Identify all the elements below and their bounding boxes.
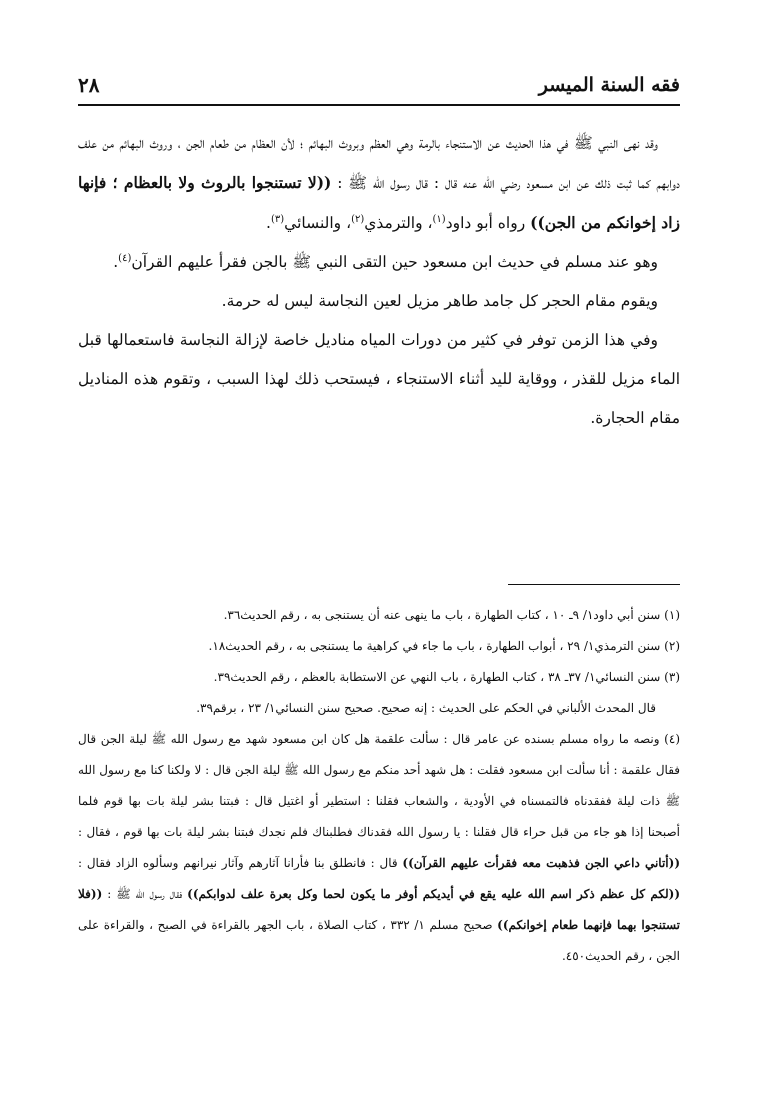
footnotes (78, 600, 680, 972)
hadith-quote: ((لا تستنجوا بالروث ولا بالعظام ؛ فإنها زاد إخوانكم من الجن)) (78, 173, 680, 232)
book-title: فقه السنة الميسر (538, 74, 680, 96)
footnote-3: (٣) سنن النسائي١/ ٣٧ـ ٣٨ ، كتاب الطهارة ، باب النهي عن الاستطابة بالعظم ، رقم الحديث٣٩. (213, 670, 680, 684)
footnote-ref: (١) (432, 213, 446, 225)
paragraph-text: وقد نهى النبي ﷺ في هذا الحديث عن الاستنجاء بالرمة وهي العظم وبروث البهائم ؛ لأن العظام من طعام الجن ، وروث البهائم من علف دوابهم كما ثبت ذلك عن ابن مسعود رضي الله عنه قال : قال رسول الله ﷺ : (78, 134, 680, 192)
footnote-text: (٤) ونصه ما رواه مسلم بسنده عن عامر قال : سألت علقمة هل كان ابن مسعود شهد مع رسول الله ﷺ ليلة الجن قال فقال علقمة : أنا سألت ابن مسعود فقلت : هل شهد أحد منكم مع رسول الله ﷺ ليلة الجن قال : لا ولكنا كنا مع رسول الله ﷺ ذات ليلة ففقدناه فالتمسناه في الأودية ، والشعاب فقلنا : استطير أو اغتيل قال : فبتنا بشر ليلة بات بها قوم فلما أصبحنا إذا هو جاء من قبل حراء قال فقلنا : يا رسول الله فقدناك فطلبناك فلم نجدك فبتنا بشر ليلة بات بها قوم ، فقال : (78, 732, 680, 839)
footnote-separator (508, 584, 680, 585)
paragraph-tissues: وفي هذا الزمن توفر في كثير من دورات المياه مناديل خاصة لإزالة النجاسة فاستعمالها قبل الماء مزيل للقذر ، ووقاية لليد أثناء الاستنجاء ، فيستحب ذلك لهذا السبب ، وتقوم هذه المناديل مقام الحجارة. (78, 331, 680, 427)
paragraph-text: . (113, 253, 119, 271)
paragraph-text: ، والنسائي (284, 214, 352, 232)
paragraph-text: رواه أبو داود (445, 214, 531, 232)
paragraph-hadith (78, 124, 680, 243)
footnote-text: فقال رسول الله ﷺ : (102, 887, 188, 901)
main-text (78, 124, 680, 438)
hadith-quote: ((فلا تستنجوا بهما فإنهما طعام إخوانكم)) (78, 887, 680, 932)
footnote-4 (78, 724, 680, 972)
footnote-2: (٢) سنن الترمذي١/ ٢٩ ، أبواب الطهارة ، باب ما جاء في كراهية ما يستنجى به ، رقم الحديث١٨. (208, 639, 680, 653)
footnote-3-continuation: قال المحدث الألباني في الحكم على الحديث : إنه صحيح. صحيح سنن النسائي١/ ٢٣ ، برقم٣٩. (196, 701, 656, 715)
hadith-quote: ((لكم كل عظم ذكر اسم الله عليه يقع في أيديكم أوفر ما يكون لحما وكل بعرة علف لدوابكم)) (187, 887, 680, 901)
paragraph-stone: ويقوم مقام الحجر كل جامد طاهر مزيل لعين النجاسة ليس له حرمة. (221, 292, 658, 310)
paragraph-text: وهو عند مسلم في حديث ابن مسعود حين التقى النبي ﷺ بالجن فقرأ عليهم القرآن (131, 253, 658, 271)
hadith-quote: ((أتاني داعي الجن فذهبت معه فقرأت عليهم القرآن)) (402, 856, 680, 870)
footnote-ref: (٣) (270, 213, 285, 225)
footnote-text: قال : فانطلق بنا فأرانا آثارهم وآثار نيرانهم وسألوه الزاد فقال : (78, 856, 403, 870)
footnote-text: صحيح مسلم ١/ ٣٣٢ ، كتاب الصلاة ، باب الجهر بالقراءة في الصبح ، والقراءة على الجن ، رقم الحديث٤٥٠. (78, 918, 680, 963)
paragraph-muslim (78, 243, 680, 282)
page-number: ٢٨ (78, 73, 100, 97)
paragraph-text: . (266, 214, 271, 232)
footnote-ref: (٤) (118, 252, 132, 264)
footnote-1: (١) سنن أبي داود١/ ٩ـ ١٠ ، كتاب الطهارة ، باب ما ينهى عنه أن يستنجى به ، رقم الحديث٣٦. (223, 608, 680, 622)
running-header (78, 70, 680, 106)
footnote-ref: (٢) (351, 213, 365, 225)
paragraph-text: ، والترمذي (364, 214, 433, 232)
